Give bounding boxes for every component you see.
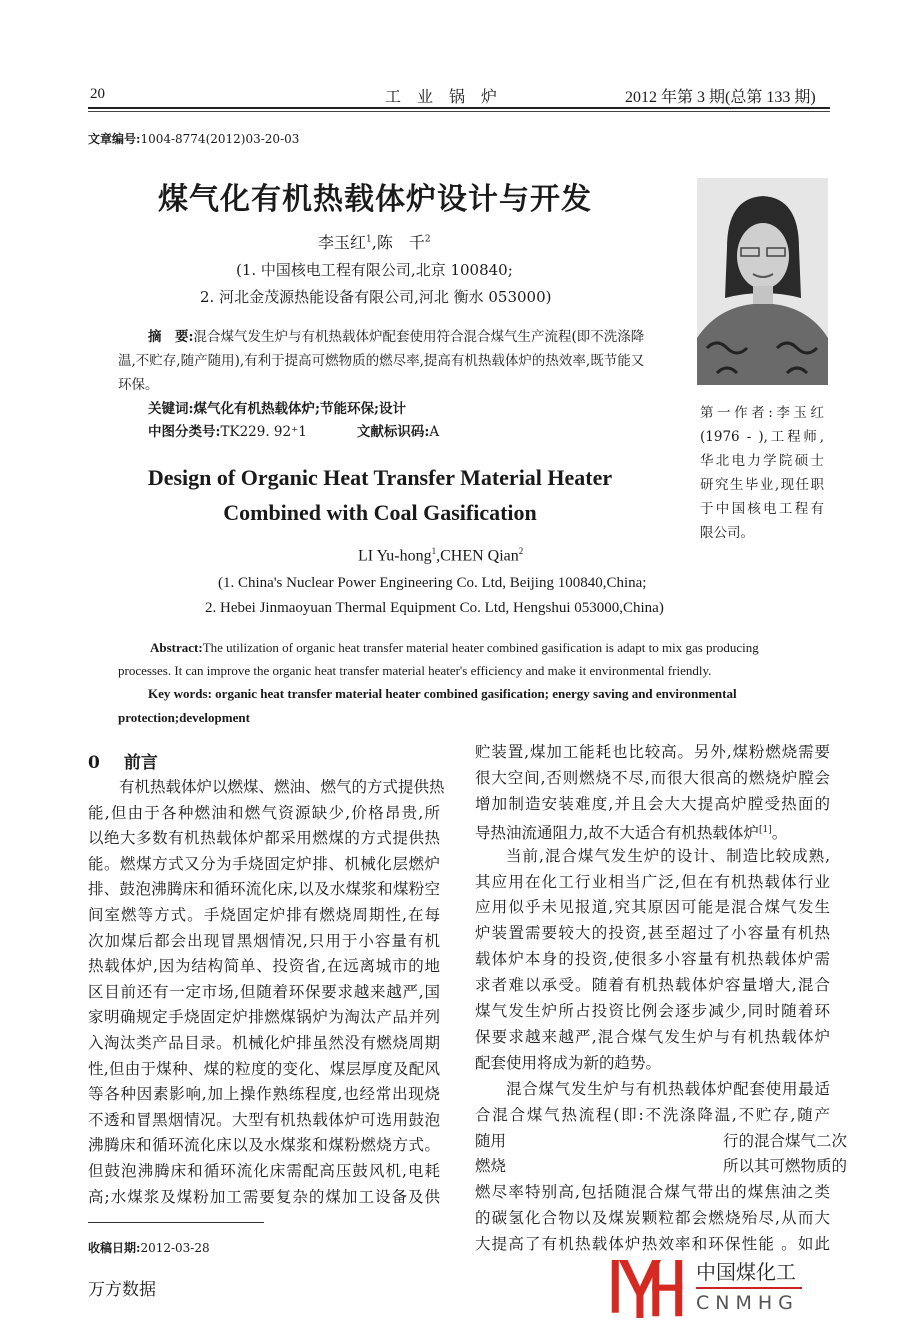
author-bio-line: 华北电力学院硕士 — [700, 453, 824, 469]
line-text: 保要求越来越严,混合煤气发生炉与有机热载体炉 — [475, 1027, 830, 1046]
english-title-line: Combined with Coal Gasification — [223, 500, 537, 525]
body-text-line — [475, 895, 830, 919]
line-text: 应用似乎未见报道,究其原因可能是混合煤气发生 — [475, 898, 830, 917]
body-text-line — [475, 1129, 848, 1153]
body-text-line — [119, 775, 445, 799]
line-text: 很大空间,否则燃烧不尽,而很大很高的燃烧炉膛会 — [475, 768, 830, 787]
body-text-line — [88, 980, 440, 1004]
body-text-line — [475, 740, 830, 764]
line-text: 入淘汰类产品目录。机械化炉排虽然没有燃烧周期 — [88, 1034, 440, 1052]
line-text: 高;水煤浆及煤粉加工需要复杂的煤加工设备及供 — [88, 1187, 440, 1206]
english-title-line: Design of Organic Heat Transfer Material Heater — [147, 465, 613, 490]
line-text: 大提高了有机热载体炉热效率和环保性能 。如此 — [475, 1235, 830, 1254]
line-text: 混合煤气发生炉与有机热载体炉配套使用最适 — [506, 1079, 830, 1098]
affiliation-en-1: (1. China's Nuclear Power Engineering Co. Ltd, Beijing 100840,China; — [218, 575, 647, 591]
body-text-line — [475, 1180, 830, 1204]
line-text: 能,但由于各种燃油和燃气资源缺少,价格昂贵,所 — [88, 803, 440, 822]
watermark — [610, 1260, 830, 1318]
abstract-cn-line: 环保。 — [118, 377, 159, 393]
author-bio-line: 限公司。 — [700, 525, 754, 541]
body-text-line — [475, 792, 830, 816]
watermark-cn-text: 中国煤化工 — [696, 1260, 796, 1284]
body-text-line — [506, 844, 830, 868]
author-bio-line: (1976 - ),工程师, — [700, 429, 824, 445]
line-text: 合混合煤气热流程(即:不洗涤降温,不贮存,随产 — [475, 1105, 830, 1124]
citation-ref[interactable]: [1] — [758, 824, 772, 835]
body-text-line — [475, 766, 830, 790]
authors-cn: 李玉红$^1$,陈 千$^2$ — [318, 233, 431, 252]
line-text: 求者难以承受。随着有机热载体炉容量增大,混合 — [475, 976, 830, 995]
line-text: 排、鼓泡沸腾床和循环流化床,以及水煤浆和煤粉空 — [88, 880, 440, 899]
body-text-line — [475, 1206, 830, 1230]
line-text: 间室燃等方式。手烧固定炉排有燃烧周期性,在每 — [88, 906, 440, 924]
body-text-line — [475, 1051, 830, 1075]
line-text: 燃尽率特别高,包括随混合煤气带出的煤焦油之类 — [475, 1183, 830, 1202]
body-text-line — [88, 877, 440, 901]
body-text-line — [88, 852, 440, 876]
body-text-line — [475, 921, 830, 945]
body-text-line — [475, 870, 830, 894]
author-bio-line: 第一作者:李玉红 — [700, 405, 824, 421]
body-text-line — [475, 818, 830, 842]
body-text-line — [88, 1108, 440, 1132]
line-text: 贮装置,煤加工能耗也比较高。另外,煤粉燃烧需要 — [475, 743, 830, 761]
body-text-line — [506, 1077, 830, 1101]
abstract-cn-line: 温,不贮存,随产随用),有利于提高可燃物质的燃尽率,提高有机热载体炉的热效率,既节能又 — [118, 353, 645, 369]
line-text: 载体炉本身的投资,使很多小容量有机热载体炉需 — [475, 950, 830, 969]
line-text: 当前,混合煤气发生炉的设计、制造比较成熟, — [506, 846, 830, 865]
body-text-line — [88, 1185, 440, 1209]
abstract-cn-line: 摘 要:混合煤气发生炉与有机热载体炉配套使用符合混合煤气生产流程(即不洗涤降 — [148, 329, 645, 345]
abstract-en-line: Abstract:The utilization of organic heat transfer material heater combined gasification is adapt to mix gas producing — [150, 640, 759, 655]
line-text: 配套使用将成为新的趋势。 — [475, 1053, 662, 1072]
page-number: 20 — [90, 86, 105, 102]
body-text-line — [88, 1159, 440, 1183]
line-text: 有机热载体炉以燃煤、燃油、燃气的方式提供热 — [119, 778, 445, 796]
body-text-line — [475, 1103, 830, 1127]
line-text: 以绝大多数有机热载体炉都采用燃煤的方式提供热 — [88, 829, 440, 848]
watermark-logo-icon — [610, 1260, 684, 1318]
body-text-line — [475, 973, 830, 997]
line-text: 区目前还有一定市场,但随着环保要求越来越严,国 — [88, 982, 440, 1001]
body-text-line — [475, 1154, 848, 1178]
line-text: 沸腾床和循环流化床以及水煤浆和煤粉燃烧方式。 — [88, 1136, 440, 1155]
body-text-line — [88, 801, 440, 825]
keywords-en-cont: protection;development — [118, 710, 250, 725]
author-bio-line: 研究生毕业,现任职 — [700, 477, 824, 493]
body-text-line — [475, 999, 830, 1023]
line-text: 的碳氢化合物以及煤炭颗粒都会燃烧殆尽,从而大 — [475, 1209, 830, 1228]
line-text: 不透和冒黑烟情况。大型有机热载体炉可选用鼓泡 — [88, 1110, 440, 1129]
affiliation-en-2: 2. Hebei Jinmaoyuan Thermal Equipment Co. Ltd, Hengshui 053000,China) — [205, 600, 664, 616]
source-mark: 万方数据 — [88, 1280, 156, 1300]
author-bio-line: 于中国核电工程有 — [700, 501, 824, 517]
line-text: 炉装置需要较大的投资,甚至超过了小容量有机热 — [475, 924, 830, 943]
line-text: 煤气发生炉所占投资比例会逐步减少,同时随着环 — [475, 1002, 830, 1020]
line-text: 热载体炉,因为结构简单、投资省,在远离城市的地 — [88, 957, 440, 976]
header-rule — [88, 107, 830, 109]
authors-en: LI Yu-hong$^1$,CHEN Qian$^2$ — [358, 546, 524, 565]
line-text: 燃烧 所以其可燃物质的 — [475, 1157, 848, 1176]
body-text-line — [88, 1133, 440, 1157]
keywords-cn: 关键词:煤气化有机热载体炉;节能环保;设计 — [148, 401, 406, 417]
keywords-en: Key words: organic heat transfer material heater combined gasification; energy saving and environmental — [148, 686, 737, 701]
page-title: 煤气化有机热载体炉设计与开发 — [158, 182, 592, 217]
body-text-line — [475, 1025, 830, 1049]
line-text: 次加煤后都会出现冒黑烟情况,只用于小容量有机 — [88, 931, 440, 950]
author-photo — [697, 178, 828, 385]
line-text: 增加制造安装难度,并且会大大提高炉膛受热面的 — [475, 794, 830, 813]
body-text-line — [88, 954, 440, 978]
line-text: 等各种因素影响,加上操作熟练程度,也经常出现烧 — [88, 1085, 440, 1104]
line-text: 能。燃煤方式又分为手烧固定炉排、机械化层燃炉 — [88, 854, 440, 873]
line-text: 性,但由于煤种、煤的粒度的变化、煤层厚度及配风 — [88, 1059, 440, 1078]
watermark-en-text: CNMHG — [696, 1292, 799, 1314]
line-text: 导热油流通阻力,故不大适合有机热载体炉 — [475, 823, 759, 842]
body-text-line — [88, 1005, 440, 1029]
abstract-en-line: processes. It can improve the organic heat transfer material heater's efficiency and make it environmental friendly. — [118, 663, 712, 678]
header-rule-thin — [88, 111, 830, 112]
classification: 中图分类号:TK229. 92⁺1 文献标识码:A — [148, 424, 440, 440]
journal-name: 工 业 锅 炉 — [385, 87, 498, 106]
watermark-divider — [696, 1287, 802, 1289]
line-text: 家明确规定手烧固定炉排燃煤锅炉为淘汰产品并列 — [88, 1008, 440, 1027]
section-heading: 0 前言 — [88, 753, 158, 773]
affiliation-cn-2: 2. 河北金茂源热能设备有限公司,河北 衡水 053000) — [200, 288, 552, 306]
body-text-line — [88, 929, 440, 953]
article-id: 文章编号:1004-8774(2012)03-20-03 — [88, 132, 300, 146]
body-text-line — [88, 1031, 440, 1055]
body-text-line — [475, 947, 830, 971]
body-text-line — [88, 1082, 440, 1106]
issue-info: 2012 年第 3 期(总第 133 期) — [625, 89, 816, 106]
line-text: 但鼓泡沸腾床和循环流化床需配高压鼓风机,电耗 — [88, 1162, 440, 1180]
body-text-line — [88, 1057, 440, 1081]
body-text-line — [475, 1232, 830, 1256]
body-text-line — [88, 903, 440, 927]
line-text: 其应用在化工行业相当广泛,但在有机热载体行业 — [475, 872, 830, 891]
body-text-line — [88, 826, 440, 850]
line-text: 随用 行的混合煤气二次 — [475, 1131, 848, 1150]
footnote-rule — [88, 1222, 264, 1223]
affiliation-cn-1: (1. 中国核电工程有限公司,北京 100840; — [236, 261, 513, 279]
received-date: 收稿日期:2012-03-28 — [88, 1241, 210, 1255]
line-text: 。 — [771, 823, 788, 842]
